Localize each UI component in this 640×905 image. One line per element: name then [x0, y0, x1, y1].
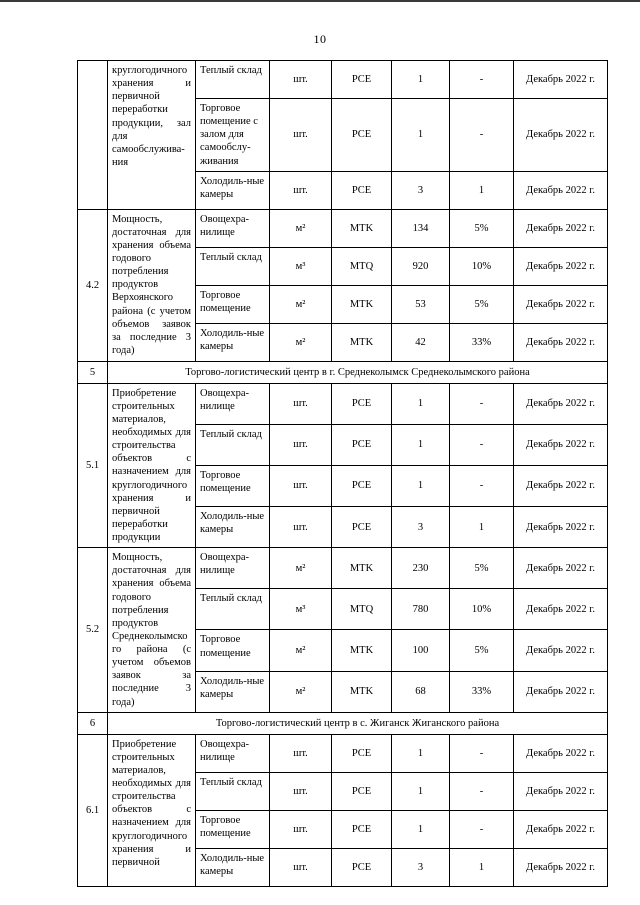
description-cell: круглогодичного хранения и первичной переработки продукции, зал для самообслужива-ния: [108, 61, 196, 210]
description-cell: Мощность, достаточная для хранения объема годового потребления продуктов Среднеколымского района (с учетом объемов заявок за последние 3 года): [108, 548, 196, 713]
code-cell: PCE: [332, 810, 392, 848]
share-cell: -: [450, 99, 514, 172]
object-cell: Теплый склад: [196, 247, 270, 285]
object-cell: Холодиль-ные камеры: [196, 848, 270, 886]
object-cell: Холодиль-ные камеры: [196, 507, 270, 548]
object-cell: Торговое помещение: [196, 465, 270, 506]
object-cell: Теплый склад: [196, 424, 270, 465]
unit-cell: м³: [270, 589, 332, 630]
table-row: [78, 61, 608, 99]
share-cell: 1: [450, 171, 514, 209]
date-cell: Декабрь 2022 г.: [514, 424, 608, 465]
value-cell: 3: [392, 171, 450, 209]
row-number-cell: 4.2: [78, 209, 108, 361]
section-header-row: [78, 361, 608, 383]
value-cell: 1: [392, 734, 450, 772]
code-cell: MTK: [332, 630, 392, 671]
share-cell: 10%: [450, 589, 514, 630]
share-cell: -: [450, 424, 514, 465]
code-cell: PCE: [332, 848, 392, 886]
share-cell: 10%: [450, 247, 514, 285]
unit-cell: шт.: [270, 772, 332, 810]
share-cell: -: [450, 383, 514, 424]
unit-cell: м²: [270, 323, 332, 361]
date-cell: Декабрь 2022 г.: [514, 848, 608, 886]
object-cell: Теплый склад: [196, 772, 270, 810]
value-cell: 3: [392, 507, 450, 548]
date-cell: Декабрь 2022 г.: [514, 99, 608, 172]
code-cell: PCE: [332, 424, 392, 465]
date-cell: Декабрь 2022 г.: [514, 465, 608, 506]
share-cell: 5%: [450, 548, 514, 589]
date-cell: Декабрь 2022 г.: [514, 671, 608, 712]
code-cell: MTQ: [332, 589, 392, 630]
object-cell: Овощехра-нилище: [196, 383, 270, 424]
value-cell: 1: [392, 424, 450, 465]
share-cell: 33%: [450, 323, 514, 361]
main-table: [77, 60, 608, 887]
unit-cell: шт.: [270, 507, 332, 548]
share-cell: 33%: [450, 671, 514, 712]
date-cell: Декабрь 2022 г.: [514, 285, 608, 323]
share-cell: -: [450, 61, 514, 99]
unit-cell: м²: [270, 209, 332, 247]
description-cell: Мощность, достаточная для хранения объема годового потребления продуктов Верхоянского района (с учетом объемов заявок за последние 3 года): [108, 209, 196, 361]
code-cell: PCE: [332, 465, 392, 506]
code-cell: MTK: [332, 209, 392, 247]
object-cell: Холодиль-ные камеры: [196, 171, 270, 209]
table-body: [78, 61, 608, 887]
code-cell: PCE: [332, 383, 392, 424]
value-cell: 68: [392, 671, 450, 712]
code-cell: PCE: [332, 99, 392, 172]
value-cell: 1: [392, 465, 450, 506]
value-cell: 1: [392, 383, 450, 424]
value-cell: 1: [392, 99, 450, 172]
object-cell: Торговое помещение с залом для самообслу-живания: [196, 99, 270, 172]
share-cell: 5%: [450, 285, 514, 323]
table-row: [78, 209, 608, 247]
share-cell: 5%: [450, 209, 514, 247]
value-cell: 230: [392, 548, 450, 589]
row-number-cell: 6.1: [78, 734, 108, 886]
code-cell: PCE: [332, 171, 392, 209]
date-cell: Декабрь 2022 г.: [514, 630, 608, 671]
date-cell: Декабрь 2022 г.: [514, 772, 608, 810]
date-cell: Декабрь 2022 г.: [514, 507, 608, 548]
share-cell: 5%: [450, 630, 514, 671]
value-cell: 53: [392, 285, 450, 323]
value-cell: 42: [392, 323, 450, 361]
date-cell: Декабрь 2022 г.: [514, 323, 608, 361]
value-cell: 1: [392, 810, 450, 848]
code-cell: MTK: [332, 671, 392, 712]
object-cell: Торговое помещение: [196, 630, 270, 671]
section-title-cell: Торгово-логистический центр в г. Среднеколымск Среднеколымского района: [108, 361, 608, 383]
unit-cell: шт.: [270, 61, 332, 99]
page-number: 10: [313, 32, 327, 46]
share-cell: 1: [450, 848, 514, 886]
share-cell: -: [450, 772, 514, 810]
unit-cell: шт.: [270, 99, 332, 172]
date-cell: Декабрь 2022 г.: [514, 247, 608, 285]
code-cell: MTQ: [332, 247, 392, 285]
code-cell: PCE: [332, 61, 392, 99]
share-cell: -: [450, 810, 514, 848]
object-cell: Овощехра-нилище: [196, 548, 270, 589]
date-cell: Декабрь 2022 г.: [514, 734, 608, 772]
description-cell: Приобретение строительных материалов, необходимых для строительства объектов с назначением для круглогодичного хранения и первичной переработки продукции: [108, 383, 196, 548]
date-cell: Декабрь 2022 г.: [514, 171, 608, 209]
unit-cell: м²: [270, 630, 332, 671]
object-cell: Теплый склад: [196, 589, 270, 630]
object-cell: Холодиль-ные камеры: [196, 323, 270, 361]
value-cell: 3: [392, 848, 450, 886]
unit-cell: м²: [270, 671, 332, 712]
unit-cell: шт.: [270, 734, 332, 772]
code-cell: PCE: [332, 772, 392, 810]
value-cell: 1: [392, 772, 450, 810]
object-cell: Теплый склад: [196, 61, 270, 99]
object-cell: Овощехра-нилище: [196, 209, 270, 247]
row-number-cell: 5.1: [78, 383, 108, 548]
row-number-cell: [78, 61, 108, 210]
table-row: [78, 383, 608, 424]
unit-cell: м³: [270, 247, 332, 285]
code-cell: MTK: [332, 285, 392, 323]
share-cell: -: [450, 734, 514, 772]
section-title-cell: Торгово-логистический центр в с. Жиганск Жиганского района: [108, 712, 608, 734]
value-cell: 920: [392, 247, 450, 285]
object-cell: Торговое помещение: [196, 810, 270, 848]
share-cell: 1: [450, 507, 514, 548]
table-row: [78, 734, 608, 772]
object-cell: Торговое помещение: [196, 285, 270, 323]
object-cell: Овощехра-нилище: [196, 734, 270, 772]
date-cell: Декабрь 2022 г.: [514, 61, 608, 99]
date-cell: Декабрь 2022 г.: [514, 589, 608, 630]
value-cell: 780: [392, 589, 450, 630]
unit-cell: шт.: [270, 424, 332, 465]
value-cell: 100: [392, 630, 450, 671]
unit-cell: шт.: [270, 465, 332, 506]
object-cell: Холодиль-ные камеры: [196, 671, 270, 712]
date-cell: Декабрь 2022 г.: [514, 810, 608, 848]
date-cell: Декабрь 2022 г.: [514, 383, 608, 424]
unit-cell: шт.: [270, 848, 332, 886]
unit-cell: м²: [270, 285, 332, 323]
row-number-cell: 5.2: [78, 548, 108, 713]
row-number-cell: 5: [78, 361, 108, 383]
date-cell: Декабрь 2022 г.: [514, 209, 608, 247]
section-header-row: [78, 712, 608, 734]
date-cell: Декабрь 2022 г.: [514, 548, 608, 589]
value-cell: 134: [392, 209, 450, 247]
code-cell: MTK: [332, 323, 392, 361]
value-cell: 1: [392, 61, 450, 99]
share-cell: -: [450, 465, 514, 506]
unit-cell: шт.: [270, 383, 332, 424]
unit-cell: м²: [270, 548, 332, 589]
description-cell: Приобретение строительных материалов, необходимых для строительства объектов с назначением для круглогодичного хранения и первичной: [108, 734, 196, 886]
unit-cell: шт.: [270, 171, 332, 209]
code-cell: MTK: [332, 548, 392, 589]
row-number-cell: 6: [78, 712, 108, 734]
code-cell: PCE: [332, 507, 392, 548]
table-row: [78, 548, 608, 589]
unit-cell: шт.: [270, 810, 332, 848]
code-cell: PCE: [332, 734, 392, 772]
